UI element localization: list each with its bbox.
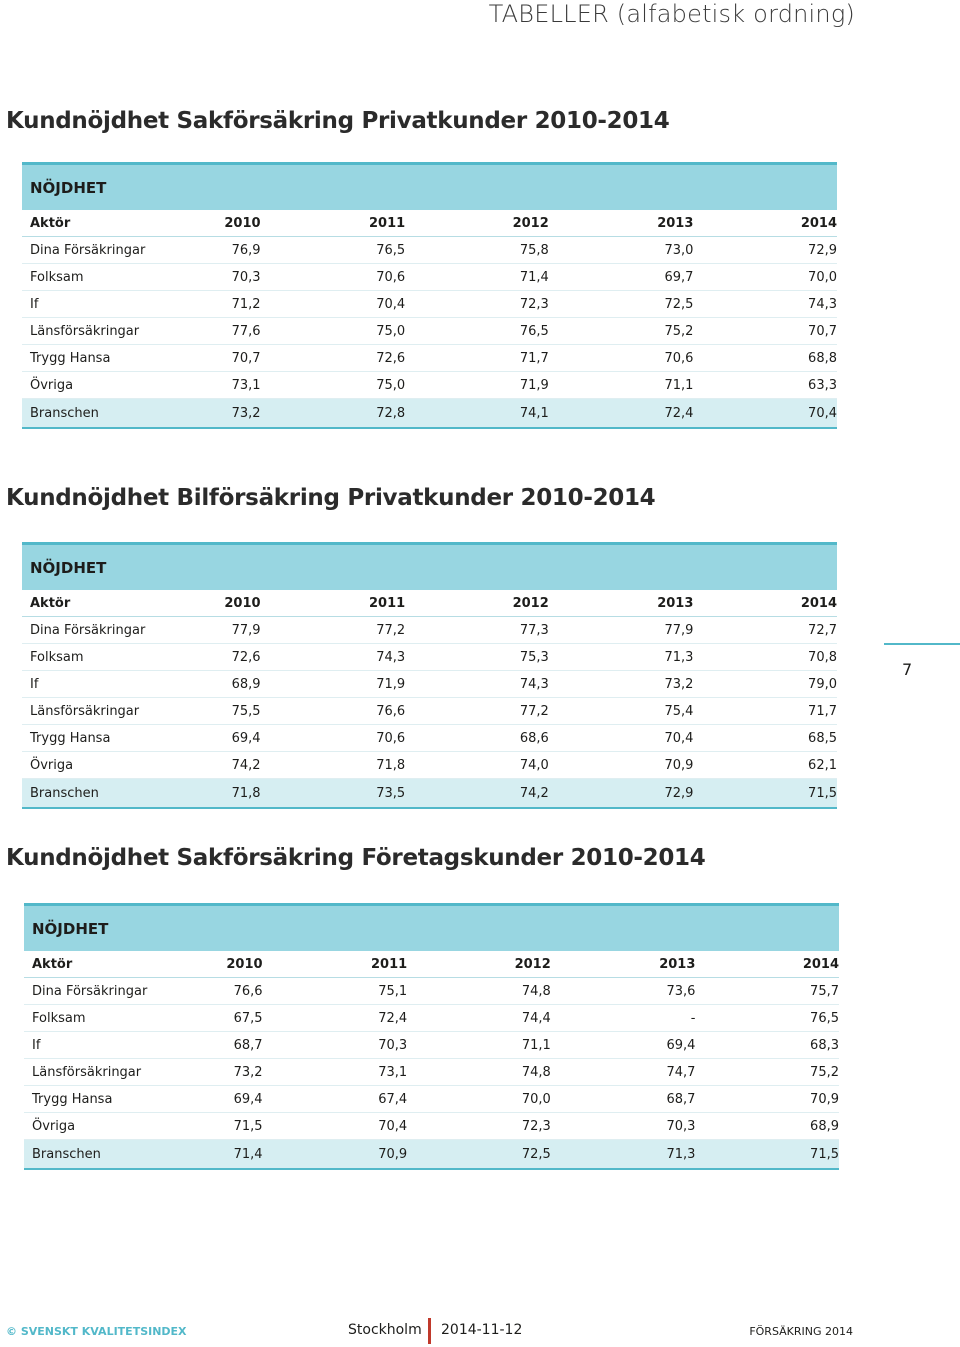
cell-value: 69,4 <box>189 725 261 752</box>
cell-value: 74,3 <box>261 644 406 671</box>
cell-value: 74,2 <box>189 752 261 779</box>
table-row <box>24 1032 839 1059</box>
cell-value: 75,0 <box>261 372 406 399</box>
cell-value: 76,5 <box>405 318 549 345</box>
cell-value: 75,1 <box>263 978 408 1005</box>
table-band: NÖJDHET <box>22 162 837 210</box>
column-header: 2010 <box>189 590 261 617</box>
cell-value: 77,9 <box>549 617 694 644</box>
column-header: Aktör <box>22 210 189 237</box>
cell-value: 68,6 <box>405 725 549 752</box>
cell-value: 70,8 <box>693 644 837 671</box>
page-header-title: TABELLER (alfabetisk ordning) <box>488 0 855 28</box>
cell-value: 74,7 <box>551 1059 696 1086</box>
section-title-bil-privat: Kundnöjdhet Bilförsäkring Privatkunder 2010-2014 <box>6 485 656 511</box>
cell-actor: Övriga <box>24 1113 191 1140</box>
page-number: 7 <box>902 660 913 679</box>
page-footer <box>0 1318 960 1346</box>
cell-actor: Branschen <box>22 399 189 429</box>
cell-value: 74,1 <box>405 399 549 429</box>
cell-value: 72,9 <box>549 779 694 809</box>
column-header: 2014 <box>693 590 837 617</box>
cell-value: 75,8 <box>405 237 549 264</box>
cell-value: 63,3 <box>693 372 837 399</box>
table-band: NÖJDHET <box>22 542 837 590</box>
cell-value: 76,6 <box>191 978 263 1005</box>
cell-actor: If <box>22 671 189 698</box>
cell-value: 79,0 <box>693 671 837 698</box>
column-header: 2011 <box>261 590 406 617</box>
cell-value: 74,3 <box>405 671 549 698</box>
cell-value: 71,8 <box>261 752 406 779</box>
cell-value: 74,8 <box>407 1059 551 1086</box>
cell-value: 70,6 <box>261 725 406 752</box>
cell-value: 73,0 <box>549 237 694 264</box>
cell-value: 73,6 <box>551 978 696 1005</box>
cell-value: 71,9 <box>405 372 549 399</box>
table-total-row <box>22 779 837 809</box>
table-bil-privat <box>22 542 837 809</box>
cell-value: 70,4 <box>549 725 694 752</box>
cell-value: 72,7 <box>693 617 837 644</box>
footer-report-name: FÖRSÄKRING 2014 <box>749 1325 853 1338</box>
cell-value: 68,7 <box>191 1032 263 1059</box>
column-header: 2014 <box>695 951 839 978</box>
section-title-sak-foretag: Kundnöjdhet Sakförsäkring Företagskunder 2010-2014 <box>6 845 706 871</box>
cell-actor: Folksam <box>24 1005 191 1032</box>
cell-value: 71,7 <box>693 698 837 725</box>
cell-value: 70,7 <box>693 318 837 345</box>
cell-value: 74,3 <box>693 291 837 318</box>
table-sak-privat <box>22 162 837 429</box>
column-header: 2010 <box>191 951 263 978</box>
column-header: Aktör <box>24 951 191 978</box>
cell-value: 70,4 <box>261 291 406 318</box>
cell-value: 73,2 <box>189 399 261 429</box>
cell-value: 72,9 <box>693 237 837 264</box>
cell-value: 71,5 <box>695 1140 839 1170</box>
cell-value: 72,4 <box>263 1005 408 1032</box>
column-header-row <box>22 590 837 617</box>
cell-actor: Länsförsäkringar <box>22 318 189 345</box>
table-row <box>22 318 837 345</box>
column-header: 2011 <box>261 210 406 237</box>
cell-value: 68,3 <box>695 1032 839 1059</box>
cell-actor: Branschen <box>22 779 189 809</box>
table-row <box>22 752 837 779</box>
cell-value: 74,0 <box>405 752 549 779</box>
cell-value: 70,4 <box>263 1113 408 1140</box>
cell-actor: Folksam <box>22 264 189 291</box>
cell-value: 75,0 <box>261 318 406 345</box>
cell-value: 72,5 <box>407 1140 551 1170</box>
cell-value: 68,5 <box>693 725 837 752</box>
cell-value: 70,3 <box>189 264 261 291</box>
cell-value: 76,6 <box>261 698 406 725</box>
column-header: 2013 <box>549 590 694 617</box>
column-header: 2014 <box>693 210 837 237</box>
column-header-row <box>24 951 839 978</box>
cell-value: 75,2 <box>695 1059 839 1086</box>
cell-actor: If <box>24 1032 191 1059</box>
table-row <box>24 1059 839 1086</box>
cell-value: 71,1 <box>549 372 694 399</box>
cell-actor: Trygg Hansa <box>22 725 189 752</box>
cell-value: 71,5 <box>191 1113 263 1140</box>
table-row <box>24 1005 839 1032</box>
cell-value: 74,4 <box>407 1005 551 1032</box>
cell-value: 69,7 <box>549 264 694 291</box>
cell-value: 71,5 <box>693 779 837 809</box>
table-total-row <box>22 399 837 429</box>
cell-value: 70,3 <box>551 1113 696 1140</box>
cell-value: 70,9 <box>549 752 694 779</box>
cell-value: 72,8 <box>261 399 406 429</box>
table-row <box>22 644 837 671</box>
cell-value: 76,5 <box>695 1005 839 1032</box>
cell-value: 73,5 <box>261 779 406 809</box>
cell-actor: Länsförsäkringar <box>24 1059 191 1086</box>
table-row <box>22 291 837 318</box>
column-header: 2012 <box>405 210 549 237</box>
cell-value: 71,8 <box>189 779 261 809</box>
cell-actor: Dina Försäkringar <box>24 978 191 1005</box>
data-table <box>24 951 839 1170</box>
table-row <box>22 237 837 264</box>
cell-value: 70,3 <box>263 1032 408 1059</box>
cell-value: 68,7 <box>551 1086 696 1113</box>
table-row <box>22 345 837 372</box>
cell-value: 71,9 <box>261 671 406 698</box>
cell-value: 75,7 <box>695 978 839 1005</box>
cell-value: 71,4 <box>191 1140 263 1170</box>
cell-actor: Övriga <box>22 752 189 779</box>
data-table <box>22 590 837 809</box>
table-row <box>22 372 837 399</box>
cell-value: 75,5 <box>189 698 261 725</box>
column-header: Aktör <box>22 590 189 617</box>
cell-value: 70,6 <box>549 345 694 372</box>
cell-value: 75,3 <box>405 644 549 671</box>
cell-value: 72,6 <box>261 345 406 372</box>
table-row <box>22 698 837 725</box>
cell-value: 71,1 <box>407 1032 551 1059</box>
cell-value: 70,7 <box>189 345 261 372</box>
table-total-row <box>24 1140 839 1170</box>
cell-value: 70,9 <box>695 1086 839 1113</box>
table-band: NÖJDHET <box>24 903 839 951</box>
cell-value: 77,2 <box>261 617 406 644</box>
cell-value: 71,7 <box>405 345 549 372</box>
table-row <box>22 671 837 698</box>
cell-value: 75,4 <box>549 698 694 725</box>
cell-value: 73,1 <box>189 372 261 399</box>
cell-value: 70,4 <box>693 399 837 429</box>
table-row <box>22 264 837 291</box>
column-header: 2013 <box>549 210 694 237</box>
cell-value: 72,4 <box>549 399 694 429</box>
cell-value: 70,0 <box>407 1086 551 1113</box>
table-row <box>22 725 837 752</box>
section-title-sak-privat: Kundnöjdhet Sakförsäkring Privatkunder 2010-2014 <box>6 108 670 134</box>
cell-value: 75,2 <box>549 318 694 345</box>
cell-value: 74,8 <box>407 978 551 1005</box>
cell-value: 71,4 <box>405 264 549 291</box>
table-sak-foretag <box>24 903 839 1170</box>
cell-value: 67,5 <box>191 1005 263 1032</box>
cell-actor: Trygg Hansa <box>22 345 189 372</box>
cell-value: 77,2 <box>405 698 549 725</box>
cell-value: 71,2 <box>189 291 261 318</box>
column-header: 2012 <box>405 590 549 617</box>
cell-actor: Övriga <box>22 372 189 399</box>
table-row <box>24 978 839 1005</box>
cell-value: 68,8 <box>693 345 837 372</box>
column-header: 2011 <box>263 951 408 978</box>
cell-value: 74,2 <box>405 779 549 809</box>
cell-value: 68,9 <box>189 671 261 698</box>
table-row <box>22 617 837 644</box>
cell-value: 62,1 <box>693 752 837 779</box>
cell-actor: Folksam <box>22 644 189 671</box>
column-header: 2013 <box>551 951 696 978</box>
cell-value: - <box>551 1005 696 1032</box>
cell-value: 72,6 <box>189 644 261 671</box>
data-table <box>22 210 837 429</box>
footer-date: 2014-11-12 <box>441 1322 523 1338</box>
cell-value: 71,3 <box>551 1140 696 1170</box>
cell-value: 73,2 <box>549 671 694 698</box>
cell-value: 76,5 <box>261 237 406 264</box>
cell-value: 68,9 <box>695 1113 839 1140</box>
footer-city: Stockholm <box>348 1322 422 1338</box>
cell-value: 77,3 <box>405 617 549 644</box>
cell-value: 67,4 <box>263 1086 408 1113</box>
cell-value: 73,2 <box>191 1059 263 1086</box>
cell-value: 70,9 <box>263 1140 408 1170</box>
column-header-row <box>22 210 837 237</box>
cell-actor: Dina Försäkringar <box>22 237 189 264</box>
column-header: 2012 <box>407 951 551 978</box>
cell-value: 70,0 <box>693 264 837 291</box>
side-tab-marker <box>884 643 960 645</box>
table-row <box>24 1086 839 1113</box>
cell-value: 72,5 <box>549 291 694 318</box>
cell-actor: Trygg Hansa <box>24 1086 191 1113</box>
cell-actor: Branschen <box>24 1140 191 1170</box>
cell-value: 69,4 <box>551 1032 696 1059</box>
cell-value: 76,9 <box>189 237 261 264</box>
cell-value: 77,9 <box>189 617 261 644</box>
column-header: 2010 <box>189 210 261 237</box>
footer-divider <box>428 1318 431 1344</box>
cell-value: 72,3 <box>407 1113 551 1140</box>
cell-actor: If <box>22 291 189 318</box>
cell-value: 70,6 <box>261 264 406 291</box>
cell-value: 73,1 <box>263 1059 408 1086</box>
cell-value: 71,3 <box>549 644 694 671</box>
cell-value: 69,4 <box>191 1086 263 1113</box>
cell-actor: Dina Försäkringar <box>22 617 189 644</box>
cell-value: 72,3 <box>405 291 549 318</box>
cell-actor: Länsförsäkringar <box>22 698 189 725</box>
table-row <box>24 1113 839 1140</box>
cell-value: 77,6 <box>189 318 261 345</box>
footer-brand: © SVENSKT KVALITETSINDEX <box>6 1325 187 1338</box>
